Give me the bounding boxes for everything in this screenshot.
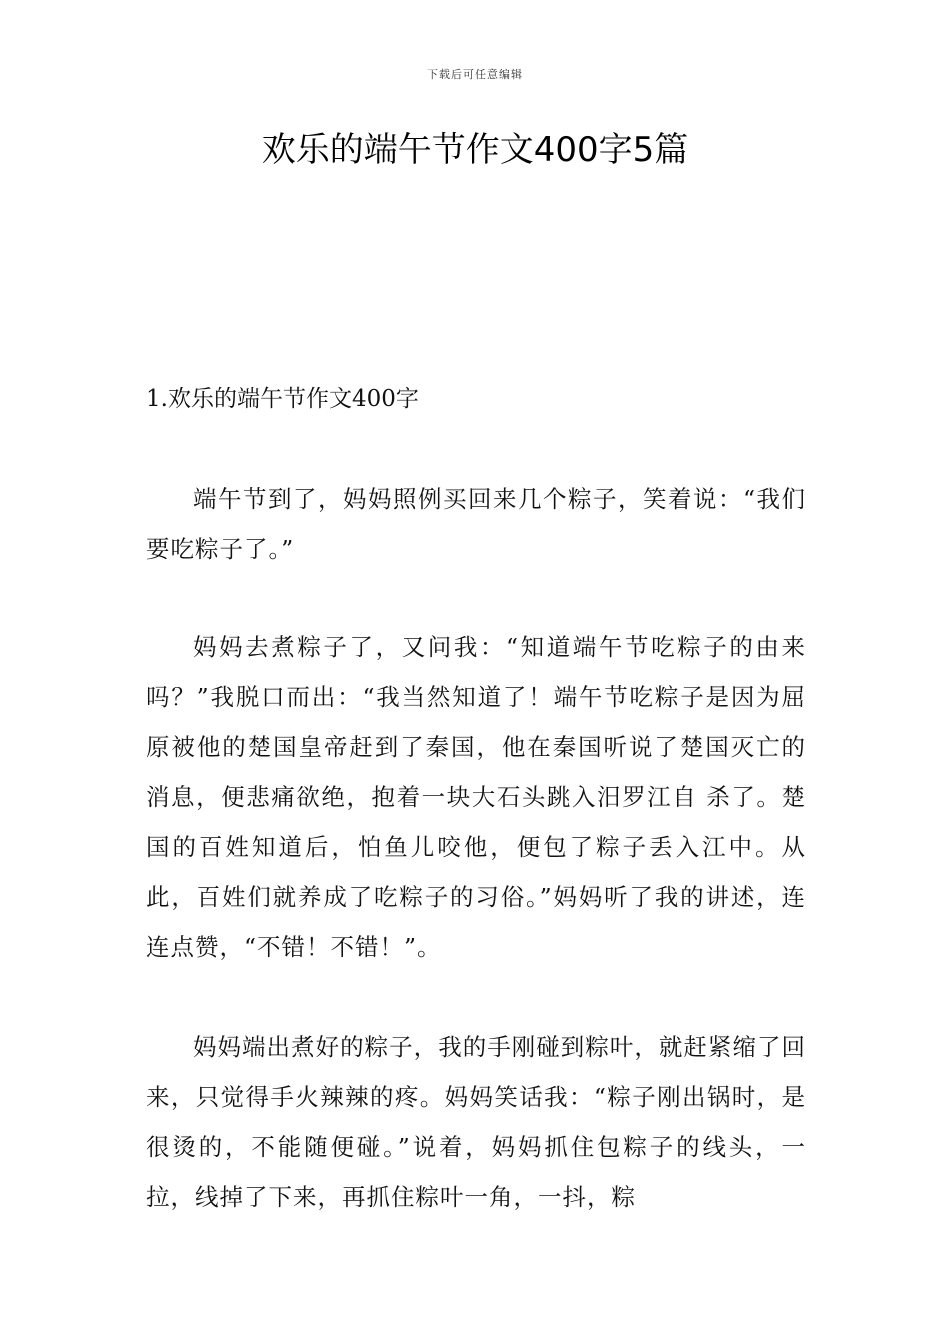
header-note: 下载后可任意编辑 [427,68,523,81]
body-paragraph-3: 妈妈端出煮好的粽子，我的手刚碰到粽叶，就赶紧缩了回来，只觉得手火辣辣的疼。妈妈笑话我：“粽子刚出锅时，是很烫的，不能随便碰。”说着，妈妈抓住包粽子的线头，一拉，线掉了下来，再抓住粽叶一角，一抖，粽 [146,1033,806,1211]
section-heading: 1.欢乐的端午节作文400字 [146,386,419,412]
body-paragraph-1: 端午节到了，妈妈照例买回来几个粽子，笑着说：“我们要吃粽子了。” [146,485,806,563]
body-paragraph-2: 妈妈去煮粽子了，又问我：“知道端午节吃粽子的由来吗？”我脱口而出：“我当然知道了！端午节吃粽子是因为屈原被他的楚国皇帝赶到了秦国，他在秦国听说了楚国灭亡的消息，便悲痛欲绝，抱着一块大石头跳入汨罗江自 杀了。楚国的百姓知道后，怕鱼儿咬他，便包了粽子丢入江中。从此，百姓们就养成了吃粽子的习俗。”妈妈听了我的讲述，连连点赞，“不错！不错！”。 [146,633,806,961]
document-title: 欢乐的端午节作文400字5篇 [261,130,689,170]
